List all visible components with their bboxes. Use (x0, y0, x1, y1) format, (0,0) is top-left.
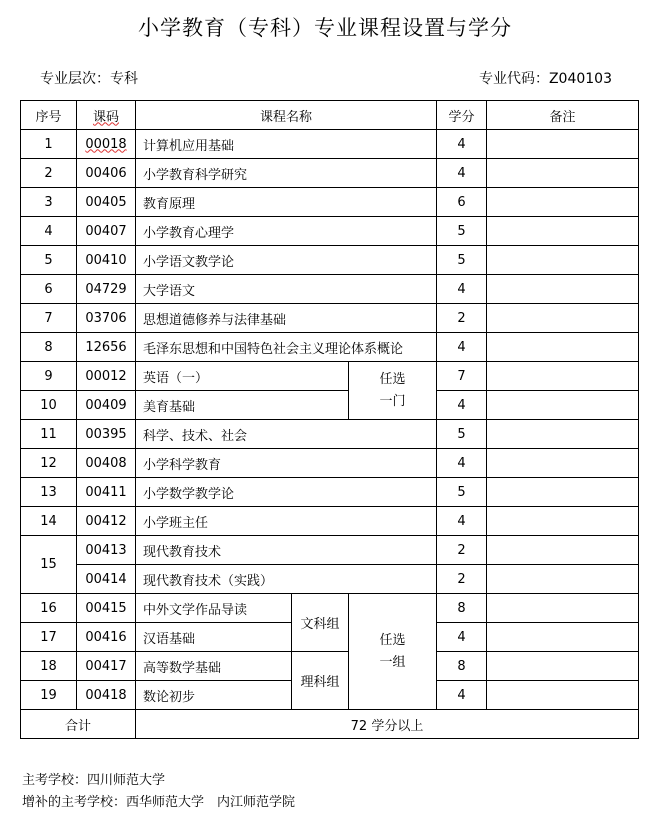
row-course-name: 小学班主任 (136, 507, 437, 536)
row-code: 00012 (77, 362, 136, 391)
row-seq: 6 (21, 275, 77, 304)
row-code (77, 130, 136, 159)
row-course-name: 小学教育心理学 (136, 217, 437, 246)
row-credits: 2 (437, 536, 487, 565)
row-remarks (487, 478, 639, 507)
row-course-name: 毛泽东思想和中国特色社会主义理论体系概论 (136, 333, 437, 362)
row-code: 00395 (77, 420, 136, 449)
row-course-name: 英语（一） (136, 362, 349, 391)
table-header-row (21, 101, 639, 130)
row-course-name: 现代教育技术 (136, 536, 437, 565)
row-code: 00413 (77, 536, 136, 565)
page-title: 小学教育（专科）专业课程设置与学分 (138, 16, 512, 40)
row-seq: 13 (21, 478, 77, 507)
elective-one-note (349, 362, 437, 420)
row-seq: 12 (21, 449, 77, 478)
table-row (21, 478, 639, 507)
total-row (21, 710, 639, 739)
row-remarks (487, 304, 639, 333)
row-remarks (487, 275, 639, 304)
row-seq: 17 (21, 623, 77, 652)
row-credits: 4 (437, 159, 487, 188)
elective-group-line2: 一组 (379, 654, 406, 670)
elective-one-line1: 任选 (379, 371, 406, 387)
major-code: 专业代码：Z040103 (478, 71, 612, 87)
row-remarks (487, 536, 639, 565)
row-credits: 8 (437, 652, 487, 681)
table-row (21, 304, 639, 333)
row-remarks (487, 594, 639, 623)
row-remarks (487, 449, 639, 478)
table-row (21, 188, 639, 217)
table-row (21, 652, 639, 681)
row-seq: 9 (21, 362, 77, 391)
main-school: 主考学校：四川师范大学 (22, 773, 166, 788)
row-seq: 7 (21, 304, 77, 333)
total-value: 72 学分以上 (136, 710, 639, 739)
row-code-text: 00018 (85, 136, 127, 152)
row-remarks (487, 391, 639, 420)
row-course-name: 数论初步 (136, 681, 292, 710)
table-row (21, 275, 639, 304)
row-seq: 19 (21, 681, 77, 710)
row-course-name: 科学、技术、社会 (136, 420, 437, 449)
row-credits: 4 (437, 507, 487, 536)
row-credits: 5 (437, 478, 487, 507)
header-seq: 序号 (21, 101, 77, 130)
table-row (21, 391, 639, 420)
total-label: 合计 (21, 710, 136, 739)
row-seq: 1 (21, 130, 77, 159)
row-credits: 4 (437, 449, 487, 478)
row-remarks (487, 188, 639, 217)
header-remarks: 备注 (487, 101, 639, 130)
row-code: 00415 (77, 594, 136, 623)
row-code: 00405 (77, 188, 136, 217)
row-credits: 5 (437, 246, 487, 275)
row-course-name: 现代教育技术（实践） (136, 565, 437, 594)
row-course-name: 小学科学教育 (136, 449, 437, 478)
row-code: 00409 (77, 391, 136, 420)
elective-group-line1: 任选 (379, 632, 406, 648)
row-code: 00418 (77, 681, 136, 710)
row-code: 00408 (77, 449, 136, 478)
row-remarks (487, 652, 639, 681)
table-row (21, 159, 639, 188)
row-credits: 6 (437, 188, 487, 217)
row-remarks (487, 130, 639, 159)
row-credits: 8 (437, 594, 487, 623)
row-remarks (487, 246, 639, 275)
row-credits: 5 (437, 217, 487, 246)
table-row (21, 217, 639, 246)
row-remarks (487, 333, 639, 362)
row-course-name: 计算机应用基础 (136, 130, 437, 159)
row-credits: 5 (437, 420, 487, 449)
row-credits: 2 (437, 565, 487, 594)
extra-schools: 增补的主考学校：西华师范大学 内江师范学院 (22, 795, 296, 810)
row-seq: 3 (21, 188, 77, 217)
row-course-name: 汉语基础 (136, 623, 292, 652)
row-course-name: 小学语文教学论 (136, 246, 437, 275)
row-credits: 2 (437, 304, 487, 333)
row-course-name: 美育基础 (136, 391, 349, 420)
major-level: 专业层次：专科 (40, 71, 138, 87)
header-code (77, 101, 136, 130)
table-row (21, 246, 639, 275)
row-code: 03706 (77, 304, 136, 333)
row-code: 00417 (77, 652, 136, 681)
row-seq: 11 (21, 420, 77, 449)
liberal-arts-group: 文科组 (292, 594, 349, 652)
header-credits: 学分 (437, 101, 487, 130)
row-credits: 4 (437, 275, 487, 304)
table-row (21, 362, 639, 391)
row-remarks (487, 623, 639, 652)
header-code-text: 课码 (92, 109, 119, 125)
row-code: 04729 (77, 275, 136, 304)
elective-group-note (349, 594, 437, 710)
science-group: 理科组 (292, 652, 349, 710)
row-seq: 8 (21, 333, 77, 362)
row-course-name: 思想道德修养与法律基础 (136, 304, 437, 333)
table-row (21, 565, 639, 594)
row-remarks (487, 507, 639, 536)
row-seq: 10 (21, 391, 77, 420)
row-code: 00407 (77, 217, 136, 246)
table-row (21, 420, 639, 449)
row-remarks (487, 565, 639, 594)
row-seq: 16 (21, 594, 77, 623)
row-credits: 4 (437, 130, 487, 159)
row-course-name: 中外文学作品导读 (136, 594, 292, 623)
row-seq: 15 (21, 536, 77, 594)
row-credits: 4 (437, 391, 487, 420)
table-row (21, 594, 639, 623)
row-credits: 4 (437, 333, 487, 362)
row-code: 00412 (77, 507, 136, 536)
row-remarks (487, 217, 639, 246)
row-seq: 18 (21, 652, 77, 681)
row-seq: 5 (21, 246, 77, 275)
row-remarks (487, 362, 639, 391)
row-credits: 4 (437, 623, 487, 652)
table-row (21, 507, 639, 536)
row-code: 00416 (77, 623, 136, 652)
row-seq: 4 (21, 217, 77, 246)
row-course-name: 小学教育科学研究 (136, 159, 437, 188)
row-credits: 4 (437, 681, 487, 710)
header-course-name: 课程名称 (136, 101, 437, 130)
row-remarks (487, 681, 639, 710)
row-code: 00414 (77, 565, 136, 594)
row-remarks (487, 159, 639, 188)
elective-one-line2: 一门 (379, 393, 406, 409)
table-row (21, 449, 639, 478)
row-code: 00410 (77, 246, 136, 275)
table-row (21, 130, 639, 159)
course-table (20, 100, 639, 739)
row-code: 12656 (77, 333, 136, 362)
row-course-name: 教育原理 (136, 188, 437, 217)
row-seq: 2 (21, 159, 77, 188)
row-seq: 14 (21, 507, 77, 536)
row-course-name: 小学数学教学论 (136, 478, 437, 507)
row-code: 00411 (77, 478, 136, 507)
table-row (21, 536, 639, 565)
row-code: 00406 (77, 159, 136, 188)
row-remarks (487, 420, 639, 449)
row-course-name: 高等数学基础 (136, 652, 292, 681)
row-course-name: 大学语文 (136, 275, 437, 304)
row-credits: 7 (437, 362, 487, 391)
table-row (21, 333, 639, 362)
